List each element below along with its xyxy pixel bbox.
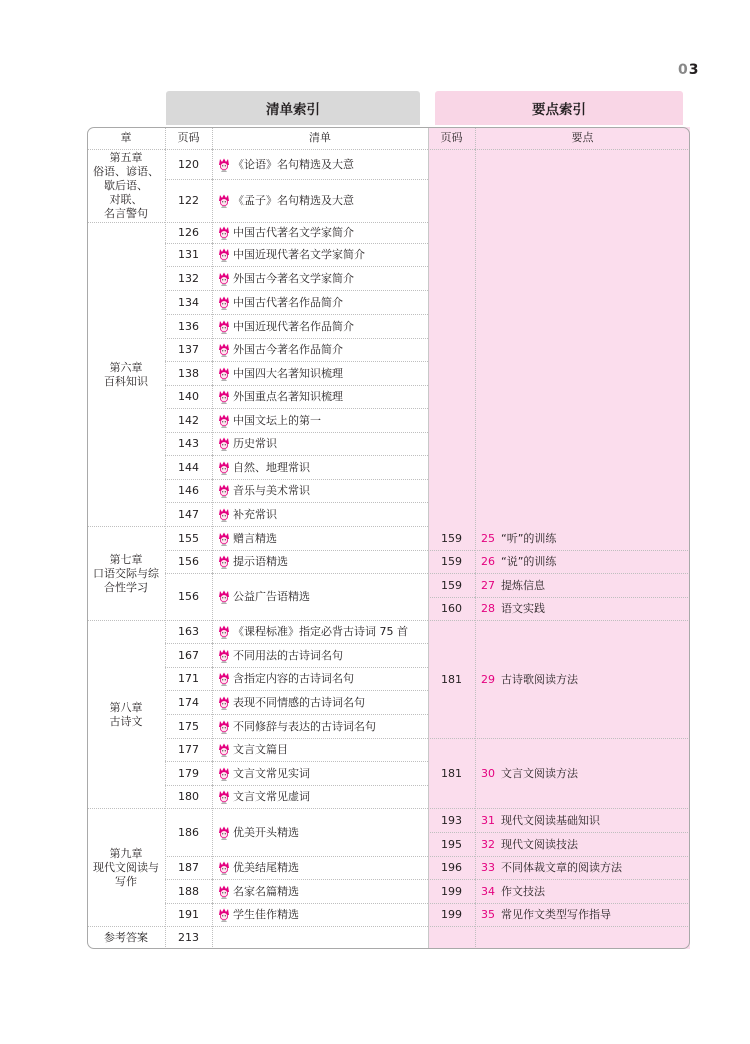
list-page: 136 (165, 315, 212, 339)
list-page: 120 (165, 150, 212, 180)
list-page: 142 (165, 409, 212, 433)
list-item-text: 中国古代著名作品简介 (233, 295, 343, 309)
chapter-cell: 第五章 俗语、谚语、 歇后语、 对联、 名言警句 (87, 150, 165, 223)
list-page: 146 (165, 480, 212, 503)
key-item-number: 35 (481, 908, 495, 921)
key-page: 195 (428, 833, 475, 857)
key-item-text: “听”的训练 (501, 531, 557, 545)
key-item-text: 古诗歌阅读方法 (501, 672, 578, 686)
list-item-text: 名家名篇精选 (233, 884, 299, 898)
key-item-number: 25 (481, 531, 495, 545)
list-page: 156 (165, 551, 212, 574)
list-page: 167 (165, 644, 212, 668)
list-page: 156 (165, 574, 212, 621)
list-page: 188 (165, 880, 212, 904)
key-page: 199 (428, 904, 475, 927)
table-frame (87, 127, 690, 949)
list-page: 140 (165, 386, 212, 409)
key-page: 196 (428, 857, 475, 880)
list-item-text: 中国古代著名文学家简介 (233, 226, 354, 239)
list-item-text: 不同用法的古诗词名句 (233, 648, 343, 662)
key-item-number: 32 (481, 837, 495, 851)
key-page: 159 (428, 574, 475, 598)
list-page: 191 (165, 904, 212, 927)
key-item-text: 提炼信息 (501, 578, 545, 592)
page-number-digit: 3 (688, 62, 700, 78)
key-page: 181 (428, 621, 475, 739)
key-item-text: 作文技法 (501, 884, 545, 898)
list-page: 187 (165, 857, 212, 880)
list-item-text: 《课程标准》指定必背古诗词 75 首 (233, 625, 408, 638)
list-item-text: 中国近现代著名文学家简介 (233, 248, 365, 261)
list-page: 144 (165, 456, 212, 480)
list-page: 186 (165, 809, 212, 857)
list-page: 143 (165, 433, 212, 456)
page-number (678, 62, 700, 78)
key-page: 160 (428, 598, 475, 621)
header-key-page: 页码 (428, 127, 475, 150)
key-item-number: 33 (481, 861, 495, 874)
key-item-number: 31 (481, 813, 495, 827)
key-page: 199 (428, 880, 475, 904)
list-page: 155 (165, 527, 212, 551)
list-item-text: 中国文坛上的第一 (233, 413, 321, 427)
list-page: 147 (165, 503, 212, 527)
key-page: 193 (428, 809, 475, 833)
key-item-text: 现代文阅读基础知识 (501, 813, 600, 827)
page-number-digit: 0 (678, 62, 689, 78)
key-item-text: 文言文阅读方法 (501, 766, 578, 780)
list-item-text: 外国重点名著知识梳理 (233, 390, 343, 403)
list-page: 180 (165, 786, 212, 809)
list-item-text: 优美结尾精选 (233, 861, 299, 874)
chapter-cell: 第九章 现代文阅读与 写作 (87, 809, 165, 927)
list-page: 213 (178, 931, 199, 944)
tab-list-index: 清单索引 (166, 91, 420, 125)
list-item-text: 自然、地理常识 (233, 460, 310, 474)
key-item-number: 26 (481, 555, 495, 568)
list-item-text: 表现不同情感的古诗词名句 (233, 695, 365, 709)
chapter-cell: 参考答案 (104, 931, 148, 944)
chapter-cell: 第七章 口语交际与综 合性学习 (87, 527, 165, 621)
header-chapter: 章 (87, 127, 165, 150)
key-item-number: 30 (481, 766, 495, 780)
key-item-number: 29 (481, 672, 495, 686)
list-item-text: 音乐与美术常识 (233, 484, 310, 497)
list-page: 131 (165, 244, 212, 267)
list-item-text: 含指定内容的古诗词名句 (233, 672, 354, 685)
list-page: 174 (165, 691, 212, 715)
key-item-number: 28 (481, 602, 495, 615)
tab-key-index: 要点索引 (435, 91, 683, 125)
list-item-text: 文言文篇目 (233, 743, 288, 756)
list-page: 138 (165, 362, 212, 386)
header-key: 要点 (475, 127, 690, 150)
list-item-text: 文言文常见虚词 (233, 790, 310, 803)
key-item-text: 现代文阅读技法 (501, 837, 578, 851)
key-item-text: 不同体裁文章的阅读方法 (501, 861, 622, 874)
list-page: 122 (165, 180, 212, 223)
list-item-text: 公益广告语精选 (233, 590, 310, 603)
list-page: 179 (165, 762, 212, 786)
list-item-text: 学生佳作精选 (233, 908, 299, 921)
list-item-text: 中国四大名著知识梳理 (233, 366, 343, 380)
list-page: 137 (165, 339, 212, 362)
list-page: 175 (165, 715, 212, 739)
key-item-text: 语文实践 (501, 602, 545, 615)
key-item-number: 27 (481, 578, 495, 592)
key-page: 159 (428, 551, 475, 574)
list-item-text: 外国古今著名作品简介 (233, 343, 343, 356)
list-page: 171 (165, 668, 212, 691)
list-item-text: 不同修辞与表达的古诗词名句 (233, 719, 376, 733)
list-item-text: 历史常识 (233, 437, 277, 450)
list-page: 134 (165, 291, 212, 315)
list-page: 163 (165, 621, 212, 644)
list-page: 132 (165, 267, 212, 291)
list-item-text: 外国古今著名文学家简介 (233, 271, 354, 285)
list-item-text: 《孟子》名句精选及大意 (233, 194, 354, 207)
list-item-text: 优美开头精选 (233, 825, 299, 839)
key-item-text: “说”的训练 (501, 555, 557, 568)
header-page: 页码 (165, 127, 212, 150)
list-item-text: 文言文常见实词 (233, 766, 310, 780)
list-item-text: 补充常识 (233, 507, 277, 521)
chapter-cell: 第六章 百科知识 (87, 223, 165, 527)
list-page: 126 (165, 223, 212, 244)
key-page: 159 (428, 527, 475, 551)
key-page: 181 (428, 739, 475, 809)
key-item-number: 34 (481, 884, 495, 898)
key-item-text: 常见作文类型写作指导 (501, 908, 611, 921)
list-item-text: 中国近现代著名作品简介 (233, 319, 354, 333)
list-item-text: 赠言精选 (233, 531, 277, 545)
chapter-cell: 第八章 古诗文 (87, 621, 165, 809)
list-item-text: 《论语》名句精选及大意 (233, 157, 354, 171)
list-page: 177 (165, 739, 212, 762)
header-list: 清单 (212, 127, 428, 150)
list-item-text: 提示语精选 (233, 555, 288, 568)
